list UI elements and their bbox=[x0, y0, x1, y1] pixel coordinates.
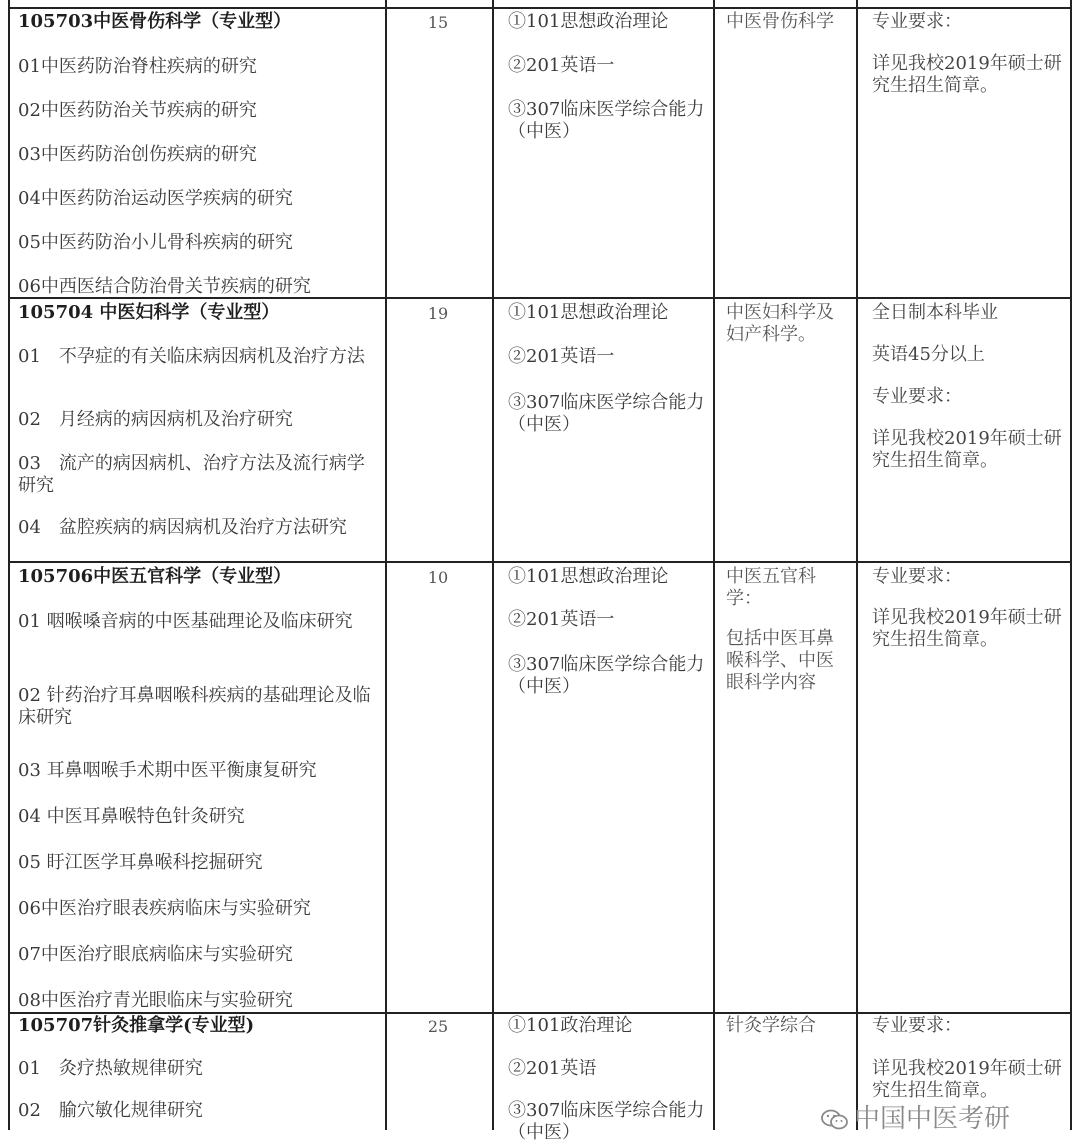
retest-subject: 中医骨伤科学 bbox=[726, 11, 834, 32]
research-direction: 01中医药防治脊柱疾病的研究 bbox=[18, 56, 257, 77]
research-direction: 08中医治疗青光眼临床与实验研究 bbox=[18, 990, 293, 1011]
program-note: 专业要求： bbox=[872, 11, 962, 32]
exam-subject: ③307临床医学综合能力（中医） bbox=[508, 1100, 705, 1143]
enrollment-count: 15 bbox=[427, 13, 449, 32]
program-note: 专业要求： bbox=[872, 566, 962, 587]
exam-subject: ③307临床医学综合能力（中医） bbox=[508, 99, 705, 142]
research-direction: 03 流产的病因病机、治疗方法及流行病学研究 bbox=[18, 453, 365, 496]
enrollment-count: 19 bbox=[427, 304, 449, 323]
program-note: 专业要求： bbox=[872, 386, 962, 407]
research-direction: 06中西医结合防治骨关节疾病的研究 bbox=[18, 276, 311, 297]
enrollment-count: 10 bbox=[427, 568, 449, 587]
research-direction: 01 不孕症的有关临床病因病机及治疗方法 bbox=[18, 346, 365, 367]
research-direction: 02 腧穴敏化规律研究 bbox=[18, 1100, 203, 1121]
research-direction: 02 月经病的病因病机及治疗研究 bbox=[18, 409, 293, 430]
row-divider bbox=[8, 1012, 1072, 1014]
column-divider bbox=[385, 0, 387, 1130]
exam-subject: ①101政治理论 bbox=[508, 1015, 633, 1036]
enrollment-count: 25 bbox=[427, 1017, 449, 1036]
exam-subject: ③307临床医学综合能力（中医） bbox=[508, 392, 705, 435]
table-border bbox=[1070, 0, 1072, 1130]
research-direction: 04 中医耳鼻喉特色针灸研究 bbox=[18, 806, 245, 827]
research-direction: 03中医药防治创伤疾病的研究 bbox=[18, 144, 257, 165]
exam-subject: ③307临床医学综合能力（中医） bbox=[508, 654, 705, 697]
exam-subject: ②201英语一 bbox=[508, 609, 615, 630]
research-direction: 03 耳鼻咽喉手术期中医平衡康复研究 bbox=[18, 760, 317, 781]
research-direction: 02 针药治疗耳鼻咽喉科疾病的基础理论及临床研究 bbox=[18, 685, 371, 728]
research-direction: 04中医药防治运动医学疾病的研究 bbox=[18, 188, 293, 209]
program-note: 英语45分以上 bbox=[872, 344, 985, 365]
exam-subject: ①101思想政治理论 bbox=[508, 302, 669, 323]
table-border bbox=[8, 0, 10, 1130]
program-title: 105704 中医妇科学（专业型） bbox=[18, 302, 280, 323]
research-direction: 06中医治疗眼表疾病临床与实验研究 bbox=[18, 898, 311, 919]
research-direction: 02中医药防治关节疾病的研究 bbox=[18, 100, 257, 121]
watermark bbox=[820, 1098, 1010, 1135]
research-direction: 01 咽喉嗓音病的中医基础理论及临床研究 bbox=[18, 611, 353, 632]
exam-subject: ①101思想政治理论 bbox=[508, 566, 669, 587]
row-divider bbox=[8, 7, 1072, 9]
exam-subject: ②201英语 bbox=[508, 1058, 597, 1079]
column-divider bbox=[492, 0, 494, 1130]
wechat-icon bbox=[820, 1108, 850, 1132]
research-direction: 04 盆腔疾病的病因病机及治疗方法研究 bbox=[18, 517, 347, 538]
exam-subject: ①101思想政治理论 bbox=[508, 11, 669, 32]
program-note: 专业要求： bbox=[872, 1015, 962, 1036]
retest-subject: 包括中医耳鼻喉科学、中医眼科学内容 bbox=[726, 628, 834, 693]
program-note: 详见我校2019年硕士研究生招生简章。 bbox=[872, 607, 1062, 650]
program-title: 105707针灸推拿学(专业型) bbox=[18, 1015, 255, 1036]
retest-subject: 中医妇科学及妇产科学。 bbox=[726, 302, 834, 345]
program-note: 详见我校2019年硕士研究生招生简章。 bbox=[872, 428, 1062, 471]
research-direction: 01 灸疗热敏规律研究 bbox=[18, 1058, 203, 1079]
program-title: 105703中医骨伤科学（专业型） bbox=[18, 11, 292, 32]
research-direction: 05中医药防治小儿骨科疾病的研究 bbox=[18, 232, 293, 253]
program-note: 详见我校2019年硕士研究生招生简章。 bbox=[872, 53, 1062, 96]
program-note: 详见我校2019年硕士研究生招生简章。 bbox=[872, 1058, 1062, 1101]
watermark-text: 中国中医考研 bbox=[854, 1104, 1011, 1134]
program-note: 全日制本科毕业 bbox=[872, 302, 998, 323]
research-direction: 05 盱江医学耳鼻喉科挖掘研究 bbox=[18, 852, 263, 873]
research-direction: 07中医治疗眼底病临床与实验研究 bbox=[18, 944, 293, 965]
exam-subject: ②201英语一 bbox=[508, 346, 615, 367]
retest-subject: 针灸学综合 bbox=[726, 1015, 816, 1036]
row-divider bbox=[8, 561, 1072, 563]
retest-subject: 中医五官科学： bbox=[726, 566, 816, 609]
column-divider bbox=[856, 0, 858, 1130]
exam-subject: ②201英语一 bbox=[508, 55, 615, 76]
program-title: 105706中医五官科学（专业型） bbox=[18, 566, 292, 587]
column-divider bbox=[713, 0, 715, 1130]
